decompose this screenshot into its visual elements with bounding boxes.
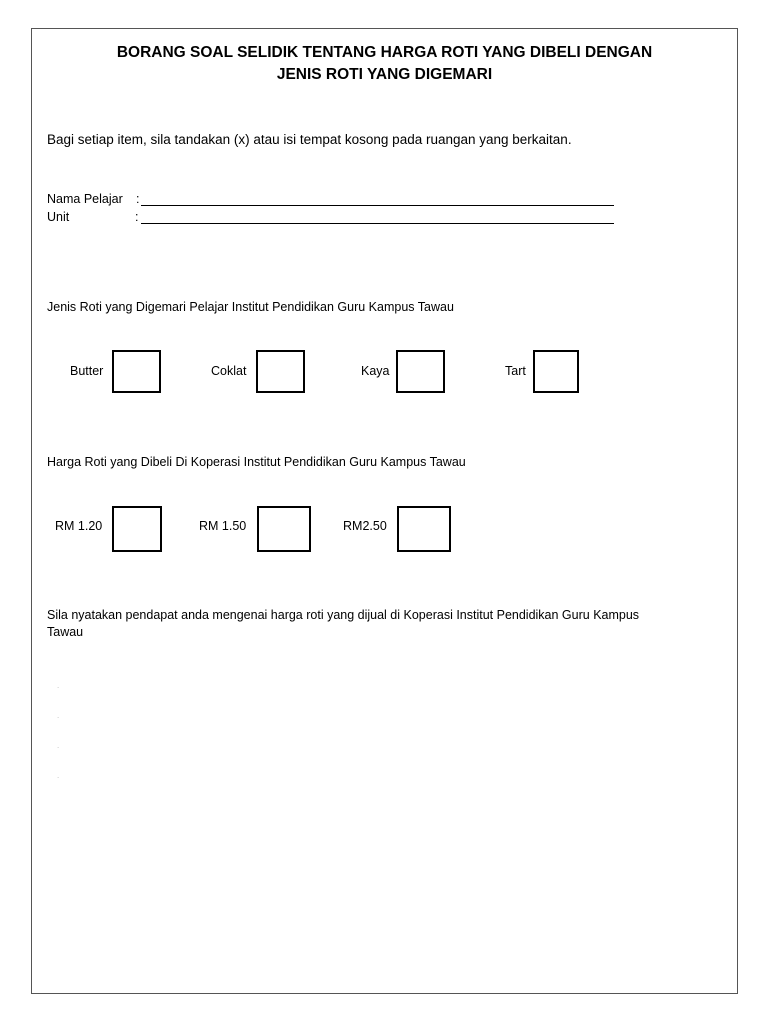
jenis-roti-question: Jenis Roti yang Digemari Pelajar Institut Pendidikan Guru Kampus Tawau (47, 300, 454, 314)
answer-line-4[interactable]: . (57, 771, 60, 780)
option-rm150-checkbox[interactable] (257, 506, 311, 552)
form-title-line-2: JENIS ROTI YANG DIGEMARI (276, 66, 493, 83)
answer-line-1[interactable]: . (57, 681, 60, 690)
form-title (31, 42, 738, 86)
answer-line-3[interactable]: . (57, 741, 60, 750)
option-rm250-label: RM2.50 (343, 519, 387, 533)
option-rm250-checkbox[interactable] (397, 506, 451, 552)
instruction-text: Bagi setiap item, sila tandakan (x) atau isi tempat kosong pada ruangan yang berkaitan. (47, 132, 572, 147)
unit-label: Unit (47, 210, 70, 224)
option-tart-checkbox[interactable] (533, 350, 579, 393)
option-coklat-checkbox[interactable] (256, 350, 305, 393)
nama-pelajar-label: Nama Pelajar (47, 192, 123, 206)
option-tart-label: Tart (505, 364, 526, 378)
nama-pelajar-field[interactable] (141, 205, 614, 206)
option-rm150-label: RM 1.50 (199, 519, 247, 533)
pendapat-question-line-1: Sila nyatakan pendapat anda mengenai harga roti yang dijual di Koperasi Institut Pendidikan Guru Kampus (47, 608, 640, 622)
option-rm120-label: RM 1.20 (55, 519, 103, 533)
unit-colon: : (135, 210, 139, 224)
pendapat-question-line-2: Tawau (47, 625, 84, 639)
form-title-line-1: BORANG SOAL SELIDIK TENTANG HARGA ROTI YANG DIBELI DENGAN (116, 44, 653, 61)
option-butter-checkbox[interactable] (112, 350, 161, 393)
option-butter-label: Butter (70, 364, 104, 378)
harga-roti-question: Harga Roti yang Dibeli Di Koperasi Institut Pendidikan Guru Kampus Tawau (47, 455, 466, 469)
option-kaya-checkbox[interactable] (396, 350, 445, 393)
option-coklat-label: Coklat (211, 364, 247, 378)
option-kaya-label: Kaya (361, 364, 390, 378)
option-rm120-checkbox[interactable] (112, 506, 162, 552)
answer-line-2[interactable]: . (57, 711, 60, 720)
unit-field[interactable] (141, 223, 614, 224)
nama-pelajar-colon: : (136, 192, 140, 206)
